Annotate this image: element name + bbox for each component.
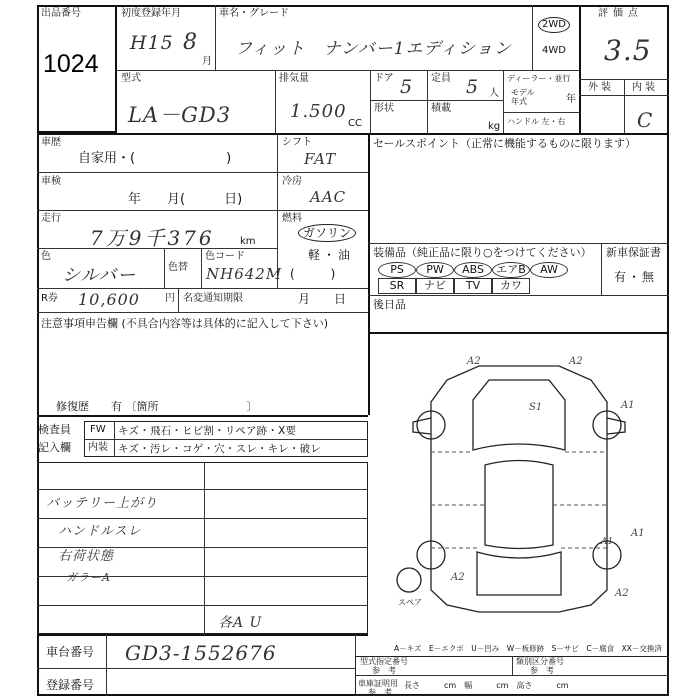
damage-legend: A－キズ E－エクボ U－凹み W－板修跡 S－サビ C－腐食 XX－交換済 (394, 644, 662, 653)
color-code-label: 色コード (205, 251, 245, 262)
car-mirror-right (607, 418, 625, 434)
sales-points-label: セールスポイント（正常に機能するものに限ります） (373, 137, 637, 150)
chassis-label: 車台番号 (46, 645, 95, 659)
month-unit: 月 (202, 56, 212, 67)
divider (37, 634, 368, 636)
warranty-value: 有・無 (614, 270, 657, 284)
damage-mark: A2 (467, 356, 481, 367)
divider (37, 415, 368, 417)
type-value: LA－GD3 (128, 103, 232, 127)
reference-label-3: 参 考 (368, 688, 392, 697)
spare-label: スペア (398, 598, 422, 607)
car-roof (485, 461, 553, 549)
exterior-label: 外装 (588, 82, 614, 93)
interior-text: キズ・汚レ・コゲ・穴・スレ・キレ・破レ (118, 443, 321, 455)
grade-label: 評価点 (598, 8, 643, 19)
spare-wheel (397, 568, 421, 592)
hand-note-1: バッテリー上がり (46, 496, 159, 511)
equipment-tv: TV (454, 278, 492, 294)
hand-note-4: ガラーA (66, 571, 111, 584)
divider (37, 312, 368, 313)
damage-mark: A2 (451, 572, 465, 583)
equipment-pw: PW (416, 262, 454, 278)
divider (601, 243, 602, 295)
model-value: フィット ナンバー1エディション (235, 39, 512, 59)
caution-label: 注意事項申告欄 (不具合内容等は具体的に記入して下さい) (41, 317, 329, 330)
fuel-gasoline: ガソリン (298, 224, 356, 242)
divider (117, 70, 579, 71)
divider (275, 70, 276, 133)
equipment-row-1 (378, 262, 568, 278)
divider (427, 70, 428, 133)
displacement-value: 1.500 (290, 101, 347, 122)
doors-value: 5 (400, 76, 414, 98)
fuel-label: 燃料 (282, 213, 302, 224)
damage-mark: A1 (601, 537, 614, 547)
divider (106, 634, 107, 696)
inspector-interior-label: 内装 (88, 442, 108, 453)
history-label: 車歴 (41, 137, 61, 148)
inspection-label: 車検 (41, 176, 61, 187)
equipment-aw: AW (530, 262, 568, 278)
reference-label-1: 参 考 (372, 666, 396, 675)
divider (368, 243, 669, 244)
model-year-label: モデル 年式 (511, 88, 535, 106)
cert-length-label: 車庫証明用 (358, 679, 398, 688)
drive-2wd: 2WD (538, 17, 570, 33)
divider (368, 332, 669, 334)
shape-label: 形状 (374, 103, 394, 114)
equipment-navi: ナビ (416, 278, 454, 294)
divider (201, 248, 202, 288)
car-trunk (477, 552, 561, 595)
equipment-ps: PS (378, 262, 416, 278)
equipment-leather: カワ (492, 278, 530, 294)
divider (37, 210, 368, 211)
divider (512, 656, 513, 675)
color-value: シルバー (62, 265, 137, 286)
damage-mark: S1 (529, 402, 543, 413)
recycle-value: 10,600 (78, 290, 140, 309)
type-label: 型式 (121, 73, 141, 84)
inspector-label-2: 記入欄 (38, 441, 71, 454)
hand-note-3: 右荷状態 (58, 549, 115, 564)
inspection-value: 年 月( 日) (128, 192, 243, 207)
type-designation-label: 型式指定番号 (360, 657, 408, 666)
cert-dims: 長さ cm 幅 cm 高さ cm (404, 681, 569, 690)
reference-label-2: 参 考 (530, 666, 554, 675)
divider (37, 172, 368, 173)
shift-value: FAT (304, 150, 337, 168)
damage-mark: A2 (615, 588, 629, 599)
equipment-label: 装備品（純正品に限り○をつけてください） (373, 246, 592, 259)
first-reg-label: 初度登録年月 (121, 8, 181, 19)
divider (37, 518, 368, 519)
grade-value: 3.5 (604, 34, 652, 67)
rear-seat-label: 後日品 (373, 298, 406, 311)
cc-unit: CC (348, 118, 362, 129)
warranty-label: 新車保証書 (606, 246, 661, 259)
divider (368, 295, 669, 296)
divider (370, 100, 503, 101)
load-label: 積載 (431, 103, 451, 114)
color-label: 色 (41, 251, 51, 262)
equipment-row-2 (378, 278, 530, 294)
bottom-note: 各A U (218, 615, 263, 631)
divider (37, 288, 368, 289)
divider (37, 133, 669, 135)
mileage-value: 7万9千376 (90, 226, 215, 250)
inspector-label-1: 検査員 (38, 423, 71, 436)
divider (503, 70, 504, 133)
fw-label: FW (90, 424, 106, 435)
name-change-value: 月 日 (298, 292, 347, 306)
damage-mark: A2 (569, 356, 583, 367)
divider (355, 675, 669, 676)
reg-label: 登録番号 (46, 678, 95, 692)
interior-label: 内装 (632, 82, 658, 93)
yen-unit: 円 (165, 293, 175, 304)
fuel-diesel: 軽・油 (308, 248, 354, 262)
repair-label: 修復歴 有 〔箇所 〕 (56, 400, 258, 413)
car-mirror-left (413, 418, 431, 434)
car-damage-diagram (369, 340, 669, 630)
capacity-label: 定員 (431, 73, 451, 84)
category-label: 類別区分番号 (516, 657, 564, 666)
divider (84, 439, 368, 440)
handle-label: ハンドル 左・右 (507, 117, 566, 126)
doors-label: ドア (374, 73, 394, 84)
ac-label: 冷房 (282, 176, 302, 187)
repaint-label: 色替 (168, 262, 188, 273)
divider (37, 248, 277, 249)
divider (532, 5, 533, 70)
fw-text: キズ・飛石・ヒビ割・リペア跡・X要 (118, 425, 297, 437)
equipment-sr: SR (378, 278, 416, 294)
interior-grade: C (637, 108, 654, 132)
divider (579, 95, 669, 96)
shift-label: シフト (282, 137, 312, 148)
divider (37, 605, 368, 606)
divider (215, 5, 216, 70)
ac-value: AAC (310, 188, 347, 206)
drive-4wd: 4WD (542, 45, 566, 56)
displacement-label: 排気量 (279, 73, 309, 84)
equipment-abs: ABS (454, 262, 492, 278)
car-hood (473, 380, 565, 450)
year-unit: 年 (566, 94, 576, 105)
damage-mark: A1 (631, 528, 645, 539)
dealer-label: ディーラー・並行 (507, 74, 571, 83)
divider (370, 70, 371, 133)
capacity-value: 5 (466, 76, 480, 98)
divider (503, 112, 579, 113)
name-change-label: 名変通知期限 (183, 293, 243, 304)
divider (37, 489, 368, 490)
km-unit: km (240, 236, 256, 247)
model-label: 車名・グレード (219, 8, 289, 19)
lot-number: 1024 (43, 50, 99, 78)
person-unit: 人 (489, 88, 499, 99)
divider (178, 288, 179, 312)
divider (579, 5, 581, 133)
damage-mark: A1 (621, 400, 635, 411)
divider (37, 668, 355, 669)
divider (624, 79, 625, 133)
hand-note-2: ハンドルスレ (58, 524, 142, 539)
first-reg-month: 8 (183, 30, 198, 55)
kg-unit: kg (488, 121, 501, 132)
color-code-value: NH642M (206, 265, 283, 283)
divider (114, 421, 115, 457)
first-reg-era: H15 (130, 32, 174, 54)
recycle-label: R券 (41, 293, 58, 304)
history-value: 自家用・( ) (78, 151, 232, 166)
equipment-airbag: エアB (492, 262, 530, 278)
divider (164, 248, 165, 288)
lot-label: 出品番号 (41, 8, 81, 19)
mileage-label: 走行 (41, 213, 61, 224)
fuel-paren: ( ) (290, 267, 336, 281)
chassis-value: GD3-1552676 (125, 641, 277, 665)
divider (204, 462, 205, 634)
